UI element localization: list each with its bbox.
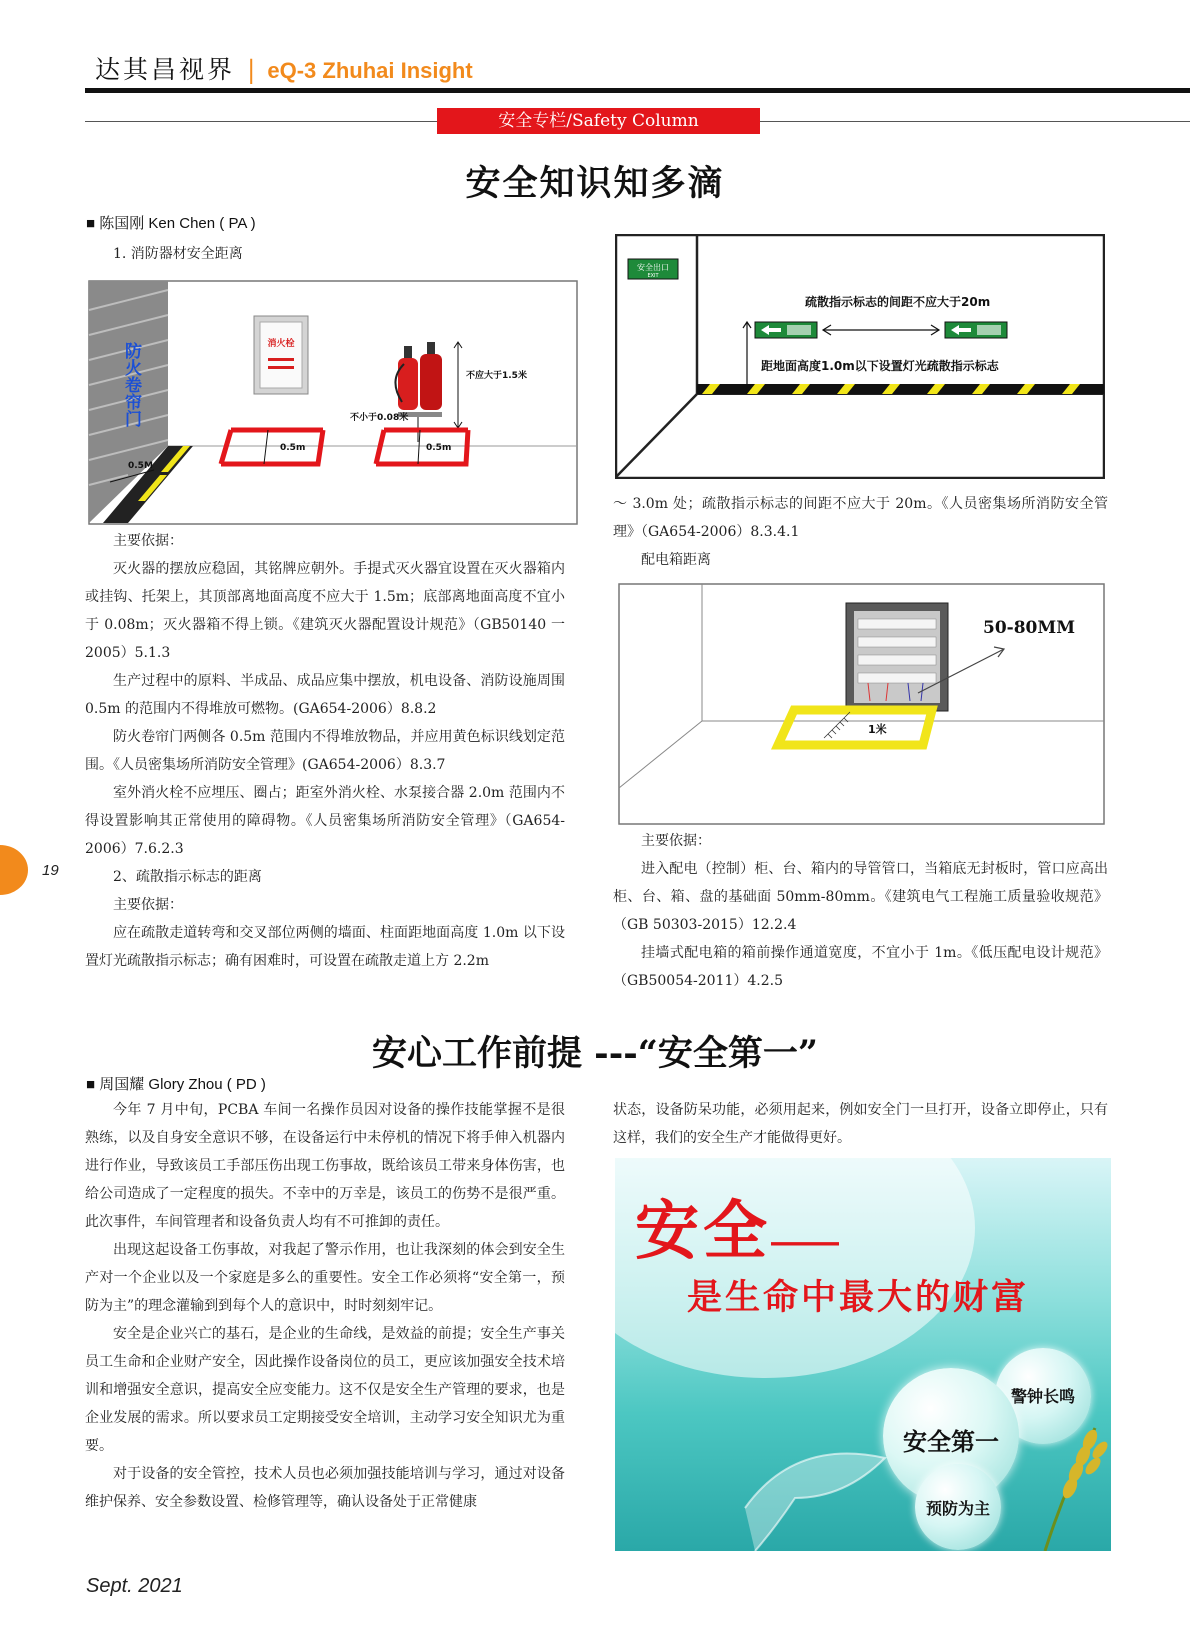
article2-right-column: [613, 1096, 1108, 1152]
safety-poster: [615, 1158, 1111, 1551]
height-limit-label: 不应大于1.5米: [466, 371, 527, 381]
evac-sign-right: [945, 322, 1007, 338]
floor-hazard-stripe: [697, 384, 1104, 394]
section1-heading: 1. 消防器材安全距离: [113, 246, 243, 262]
sign-spacing-label: 疏散指示标志的间距不应大于20m: [805, 295, 991, 309]
paragraph: 灭火器的摆放应稳固，其铭牌应朝外。手提式灭火器宜设置在灭火器箱内或挂钩、托架上，其顶部离地面高度不应大于 1.5m；底部离地面高度不宜小于 0.08m；灭火器箱不得上锁。《建筑灭火器配置设计规范》（GB50140 一 2005）5.1.3: [85, 561, 565, 661]
issue-date: Sept. 2021: [86, 1575, 183, 1597]
paragraph: 今年 7 月中旬，PCBA 车间一名操作员因对设备的操作技能掌握不是很熟练，以及自身安全意识不够，在设备运行中未停机的情况下将手伸入机器内进行作业，导致该员工手部压伤出现工伤事故，既给该员工带来身体伤害，也给公司造成了一定程度的损失。不幸中的万幸是，该员工的伤势不是很严重。此次事件，车间管理者和设备负责人均有不可推卸的责任。: [85, 1102, 565, 1230]
distribution-box-diagram: [618, 583, 1105, 825]
poster-headline: [635, 1180, 839, 1272]
paragraph: 主要依据：: [113, 533, 183, 549]
article1-left-column: [85, 527, 565, 975]
bottom-limit-label: 不小于0.08米: [350, 413, 409, 423]
zone2-distance-label: 0.5m: [426, 443, 452, 453]
poster-bubble-2-text: 安全第一: [903, 1429, 999, 1456]
exit-sign-text: 安全出口: [637, 263, 669, 272]
poster-line2: 是生命中最大的财富: [687, 1278, 1030, 1317]
paragraph: 配电箱距离: [641, 552, 711, 568]
article2-left-column: [85, 1096, 565, 1516]
article2-author: ■ 周国耀 Glory Zhou ( PD ): [86, 1076, 266, 1093]
page-tab: [0, 845, 28, 895]
paragraph: 出现这起设备工伤事故，对我起了警示作用，也让我深刻的体会到安全生产对一个企业以及一个家庭是多么的重要性。安全工作必须将“安全第一，预防为主”的理念灌输到到每个人的意识中，时时刻刻牢记。: [85, 1242, 565, 1314]
exit-sign-text-en: EXIT: [647, 273, 659, 279]
poster-bubble-3-text: 预防为主: [925, 1501, 990, 1518]
hydrant-cabinet: [254, 316, 308, 394]
poster-dash: ——: [771, 1223, 839, 1261]
masthead: [95, 50, 473, 84]
exit-sign: [628, 259, 678, 279]
paragraph: 状态，设备防呆功能，必须用起来，例如安全门一旦打开，设备立即停止，只有这样，我们的安全生产才能做得更好。: [613, 1102, 1108, 1146]
wheat-illustration: [1035, 1418, 1111, 1551]
door-distance-label: 0.5M: [128, 461, 153, 471]
floor-distance-label: 1米: [868, 723, 887, 736]
poster-line1: 安全: [635, 1195, 771, 1267]
paragraph: 挂墙式配电箱的箱前操作通道宽度，不宜小于 1m。《低压配电设计规范》（GB50054-2011）4.2.5: [613, 945, 1108, 989]
column-tag: 安全专栏/Safety Column: [437, 108, 760, 134]
masthead-title-cn: 达其昌视界: [95, 55, 236, 84]
article1-title: 安全知识知多滴: [465, 163, 725, 204]
poster-bubble-1-text: 警钟长鸣: [1010, 1389, 1075, 1406]
evacuation-sign-diagram: [615, 234, 1105, 479]
zone1-distance-label: 0.5m: [280, 443, 306, 453]
paragraph: 生产过程中的原料、半成品、成品应集中摆放，机电设备、消防设施周围 0.5m 的范围内不得堆放可燃物。(GA654-2006）8.8.2: [85, 673, 565, 717]
paragraph: 防火卷帘门两侧各 0.5m 范围内不得堆放物品，并应用黄色标识线划定范围。《人员密集场所消防安全管理》(GA654-2006）8.3.7: [85, 729, 565, 773]
evac-sign-left: [755, 322, 817, 338]
header-rule-thick: [85, 88, 1190, 93]
paragraph: 进入配电（控制）柜、台、箱内的导管管口，当箱底无封板时，管口应高出柜、台、箱、盘的基础面 50mm-80mm。《建筑电气工程施工质量验收规范》（GB 50303-2015）12.2.4: [613, 861, 1108, 933]
distribution-box: [846, 603, 948, 711]
sign-height-label: 距地面高度1.0m以下设置灯光疏散指示标志: [761, 359, 999, 373]
masthead-title-en: eQ-3 Zhuhai Insight: [267, 58, 473, 83]
masthead-divider: |: [246, 55, 256, 84]
leaf-illustration: [735, 1428, 895, 1551]
article1-right-column: [613, 490, 1108, 574]
paragraph: ～ 3.0m 处；疏散指示标志的间距不应大于 20m。《人员密集场所消防安全管理》（GA654-2006）8.3.4.1: [613, 496, 1108, 540]
article2-title: 安心工作前提 ---“安全第一”: [371, 1033, 819, 1074]
poster-bubble-3: [915, 1464, 1001, 1550]
page-number: 19: [42, 862, 59, 879]
paragraph: 安全是企业兴亡的基石，是企业的生命线，是效益的前提；安全生产事关员工生命和企业财产安全，因此操作设备岗位的员工，更应该加强安全技术培训和增强安全意识，提高安全应变能力。这不仅是安全生产管理的要求，也是企业发展的需求。所以要求员工定期接受安全培训，主动学习安全知识尤为重要。: [85, 1326, 565, 1454]
fire-equipment-diagram: [88, 280, 578, 525]
paragraph: 室外消火栓不应埋压、圈占；距室外消火栓、水泵接合器 2.0m 范围内不得设置影响其正常使用的障碍物。《人员密集场所消防安全管理》（GA654-2006）7.6.2.3: [85, 785, 565, 857]
paragraph: 对于设备的安全管控，技术人员也必须加强技能培训与学习，通过对设备维护保养、安全参数设置、检修管理等，确认设备处于正常健康: [85, 1466, 565, 1510]
article1-right-column-2: [613, 827, 1108, 995]
hydrant-cabinet-label: 消火栓: [267, 339, 295, 349]
paragraph: 应在疏散走道转弯和交叉部位两侧的墙面、柱面距地面高度 1.0m 以下设置灯光疏散指示标志；确有困难时，可设置在疏散走道上方 2.2m: [85, 925, 565, 969]
paragraph: 主要依据：: [641, 833, 711, 849]
article1-author: ■ 陈国刚 Ken Chen ( PA ): [86, 215, 256, 232]
paragraph: 主要依据：: [113, 897, 183, 913]
box-distance-label: 50-80MM: [983, 618, 1076, 638]
paragraph: 2、疏散指示标志的距离: [113, 869, 262, 885]
fire-door-label: 防火卷帘门: [121, 342, 141, 427]
